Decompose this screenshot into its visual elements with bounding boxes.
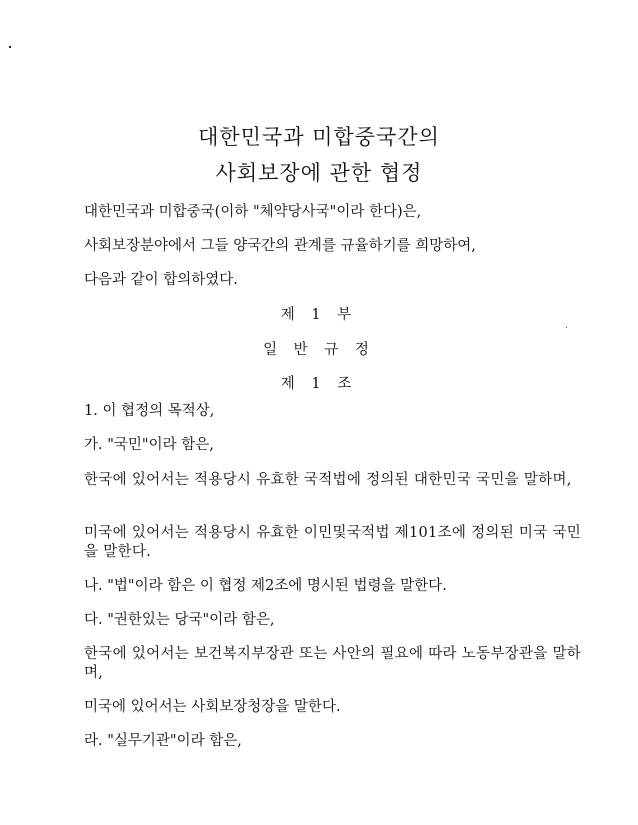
clause-ga-heading: 가. "국민"이라 함은, [84,437,214,453]
clause-da-korea: 한국에 있어서는 보건복지부장관 또는 사안의 필요에 따라 노동부장관을 말하며, [84,646,582,681]
preamble-line-2: 사회보장분야에서 그들 양국간의 관계를 규율하기를 희망하여, [84,238,476,254]
clause-ga-us: 미국에 있어서는 적용당시 유효한 이민및국적법 제101조에 정의된 미국 국민을 말한다. [84,525,582,560]
article-number: 제 1 조 [280,376,358,392]
paragraph-1: 1. 이 협정의 목적상, [84,403,215,419]
clause-da-heading: 다. "권한있는 당국"이라 함은, [84,612,275,628]
clause-na: 나. "법"이라 함은 이 협정 제2조에 명시된 법령을 말한다. [84,578,447,594]
part-title: 일 반 규 정 [263,342,375,358]
preamble-line-1: 대한민국과 미합중국(이하 "체약당사국"이라 한다)은, [84,204,422,220]
scan-speck [566,327,567,328]
clause-ga-korea: 한국에 있어서는 적용당시 유효한 국적법에 정의된 대한민국 국민을 말하며, [84,472,572,488]
part-number: 제 1 부 [280,307,358,323]
document-title-line-1: 대한민국과 미합중국간의 [198,125,440,149]
clause-ra-heading: 라. "실무기관"이라 함은, [84,733,242,749]
clause-da-us: 미국에 있어서는 사회보장청장을 말한다. [84,699,341,715]
document-title-line-2: 사회보장에 관한 협정 [215,161,423,185]
preamble-line-3: 다음과 같이 합의하였다. [84,272,238,288]
scan-speck [9,46,11,48]
